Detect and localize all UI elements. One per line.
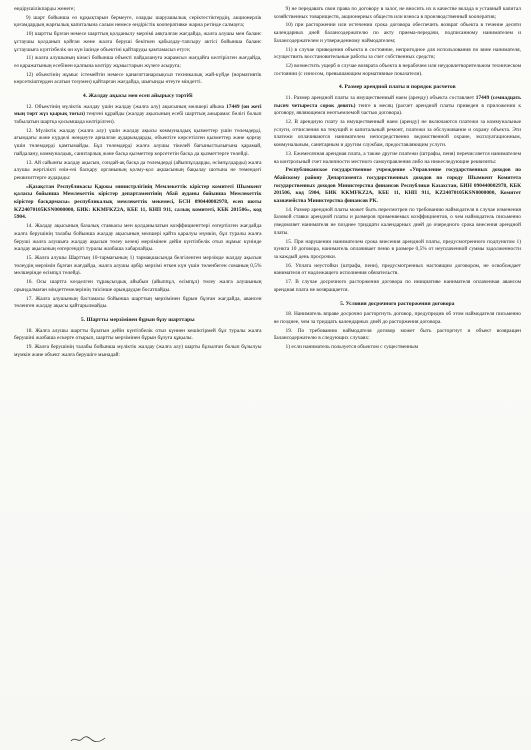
two-column-layout bbox=[14, 6, 521, 750]
right-clause-19: 19. По требованию наймодателя договор может быть расторгнут и объект возвращен балансодержателю в следующих случаях: bbox=[273, 327, 521, 342]
left-clause-19: 19. Жалға берушінің талабы бойынша мүліктік жалдау (жалға алу) шарты бұзылған болып бұзылуы мүмкін және объект жалға берушіге мынадай: bbox=[14, 343, 262, 358]
left-clause-12-text-b: теңгені құрайды (жалдау ақысының есебі шарттың ажырамас бөлігі болып табылатын шартқа қосымшада келтірілген). bbox=[14, 111, 262, 126]
right-section-4-title: 4. Размер арендной платы и порядок расчетов bbox=[338, 84, 456, 91]
left-clause-12-exclusions: 12. Мүліктік жалдау (жалға алу) үшін жалдау ақысы коммуналдық қызметтер үшін төлемдерді, ағымдағы және күрделі жөндеуге арналған аударымдарды, объектіге көрсетілген қызметтер және қорғау үшін төлемдерді қамтымайды. Бұл төлемдерді жалға алушы тікелей бағыныстылығына қарамай, пайдалану, коммуналдық, санитарлық және басқа қызметтер көрсететін басқа да қызметтерге төлейді. bbox=[14, 127, 262, 157]
right-clause-12: 12. В арендную плату за имущественный наем (аренду) не включаются платежи за коммунальные услуги, отчисления на текущий и капитальный ремонт, платежи за обслуживание и охрану объекта. Эти платежи оплачиваются нанимателем непосредственно ведомственной охране, эксплуатационным, коммунальным, санитарным и другим службам, предоставляющим услуги. bbox=[273, 119, 521, 149]
left-section-5-title: 5. Шартты мерзімінен бұрын бұзу шарттары bbox=[80, 316, 195, 323]
left-clause-16: 16. Осы шартта көзделген тұрақсыздық айыбын (айыппұл, өсімпұл) төлеу жалға алушының орындалмаған міндеттемелерінің тиісінше орындаудан босатпайды. bbox=[14, 279, 262, 293]
right-rent-amount: 17449 (семнадцать тысяч четыреста сорок девять) bbox=[273, 94, 521, 109]
right-clause-19-1: 1) если наниматель пользуется объектом с существенным bbox=[285, 343, 418, 350]
left-item-10: 10) шартты бұзған немесе шарттың қолданылу мерзімі аяқталған жағдайда, жалға алушы мен баланс ұстаушы қолданып қойған жөне жалға беруші бекіткен қабылдау-тапсыру актісі бойынша баланс ұстаушыға күнтізбелік он күн ішінде объектіні қайтаруды қамтамасыз етуге; bbox=[14, 31, 262, 53]
left-clause-17: 17. Жалға алушының бастамасы бойынша шарттың мерзімінен бұрын бұзған жағдайда, авансен төленген жалдау ақысы қайтарылмайды. bbox=[14, 295, 262, 310]
right-clause-18: 18. Наниматель вправе досрочно расторгнуть договор, предупредив об этом наймодателя письменно не позднее, чем за тридцать календарных дней до расторжения договора. bbox=[273, 311, 521, 325]
left-item-11: 11) жалға алушының кінәсі бойынша объекті пайдалануға жарамсыз жағдайға келтірілген жағдайда, өз қаражатының есебінен қалпына келтіру жұмыстарын жүзеге асыруға; bbox=[14, 55, 262, 69]
left-intro-line-1: өндірушілікпарды жөнеге; bbox=[14, 6, 75, 12]
right-clause-14: 14. Размер арендной платы может быть пересмотрен по требованию наймодателя в случае изменения базовой ставки арендной платы и размеров применяемых коэффициентов, о чем наймодатель письменно уведомляет нанимателя не позднее тридцати календарных дней до очередного срока внесения арендной платы. bbox=[273, 206, 521, 236]
left-item-12: 12) объектінің жұмыс істемейтін немесе қанағаттанарлықсыз техникалық жай-күйде (нормативтік көрсеткіштерден асатын тозумен) қайтарған жағдайда, шығынды өтеуге міндетті. bbox=[14, 71, 262, 86]
signature-mark bbox=[70, 734, 106, 744]
left-payment-requisites: «Қазақстан Республикасы Қаржы министрлігінің Мемлекеттік кірістер комитеті Шымкент қаласы бойынша Мемлекеттік кірістер департаментінің Абай ауданы бойынша Мемлекеттік кірістер басқармасы» республикалық мемлекеттік мекемесі, БСН 090440002978, есеп шоты KZ24070105KSN0000000, БИК: KKMFKZ2A, КБЕ 11, КНП 911, салық комитеті, КБК 201506», код 5904. bbox=[14, 183, 262, 221]
right-item-11: 11) в случае приведения объекта в состояние, непригодное для использования по вине нанимателя, осуществить восстановительные работы за счет собственных средств; bbox=[273, 46, 521, 61]
left-rent-amount: 17449 (он жеті мың төрт жүз қырық тоғыз) bbox=[14, 103, 262, 118]
right-clause-11-rent bbox=[274, 95, 522, 118]
left-clause-15: 15. Жалға алушы Шарттың 10-тармағының 1) тармақшасында белгіленген мерзімде жалдау ақысын төлеудің мерзімін бұзған жағдайда, жалға алушы әрбір мерзімі өткен күн үшін төленбеген соманың 0,5% мөлшерінде өсімпұл төлейді. bbox=[14, 254, 262, 277]
right-clause-13: 13. Ежемесячная арендная плата, а также другие платежи (штрафы, пеня) перечисляется нанимателем на контрольный счет наличности местного самоуправления либо на нижеследующие реквизиты: bbox=[273, 150, 521, 165]
left-clause-14: 14. Жалдау ақысының базалық ставкасы мен қолданылатын коэффициенттері өзгертілген жағдайда жалға берушінің талабы бойынша жалдау ақысының мөлшері қайта қаралуы мүмкін, бұл туралы жалға беруші жалға алушыға жалдау ақысын төлеу кезеңі мерзімінен дейін күнтізбелік отыз жұмыс күнінде жалдау ақысының өзгергендігі туралы жазбаша хабарлайды. bbox=[14, 223, 262, 253]
right-item-9: 9) не передавать свои права по договору в залог, не вносить их в качестве вклада в уставный капитал хозяйственных товариществ, акционерных обществ или взноса в производственный кооператив; bbox=[273, 6, 521, 20]
right-clause-11-text-a: 11. Размер арендной платы за имущественный наем (аренду) объекта составляет bbox=[285, 94, 476, 101]
left-column-kazakh bbox=[14, 6, 262, 750]
right-column-russian bbox=[274, 6, 522, 750]
left-clause-13: 13. Ай сайынғы жалдау ақысын, сондай-ақ басқа да төлемдерді (айыппұлдарды, өсімпұлдарды) жалға алушы жергілікті өзін-өзі басқару органының қолму-қол ақшасының бақылау шотына не төмендегі реквизиттерге аударады: bbox=[14, 159, 262, 181]
right-item-12: 12) возместить ущерб в случае возврата объекта в нерабочем или неудовлетворительном техническом состоянии (с износом, превышающим нормативные показатели). bbox=[273, 62, 521, 77]
left-clause-18: 18. Жалға алушы шартты бұзатын дейін күнтізбелік отыз күннен кешіктірмей бұл туралы жалға берушіні жазбаша ескерте отырып, шартты мерзімінен бұрын бұзуға құқылы. bbox=[14, 327, 262, 342]
left-clause-12-text-a: 12. Объектінің мүліктік жалдау үшін жалдау (жалға алу) ақысының мөлшері айына bbox=[26, 103, 227, 110]
left-clause-12-rent bbox=[14, 104, 262, 127]
left-item-9: 9) шарт бойынша өз құқықтарын бермеуге, оларды шаруашылық серіктестіктердің, акционерлік қоғамдардың жарғылық капиталына салым немесе өндірістік кооперативке жарна ретінде салмауға; bbox=[14, 14, 262, 29]
right-clause-15: 15. При нарушении нанимателем срока внесения арендной платы, предусмотренного подпунктом 1) пункта 10 договора, наниматель оплачивает пеню в размере 0,5% от неуплаченной суммы задолженности за каждый день просрочки. bbox=[273, 238, 521, 260]
right-section-5-title: 5. Условия досрочного расторжения договора bbox=[340, 300, 455, 307]
right-clause-16: 16. Уплата неустойки (штрафа, пени), предусмотренных настоящим договором, не освобождает нанимателя от надлежащего исполнения обязательств. bbox=[273, 262, 521, 277]
right-clause-11-text-b: тенге в месяц (расчет арендной платы приведен в приложении к договору, являющемся неотъемлемой частью договора). bbox=[273, 102, 521, 117]
left-section-4-title: 4. Жалдау ақысы мен есеп айырысу тәртібі bbox=[82, 93, 193, 100]
right-clause-17: 17. В случае досрочного расторжения договора по инициативе нанимателя оплаченная авансом арендная плата не возвращается. bbox=[273, 279, 521, 293]
right-item-10: 10) при расторжении или истечении срока договора обеспечить возврат объекта в течение десяти календарных дней балансодержателю по акту приема-передачи, подписанному нанимателем и балансодержателем и утвержденному наймодателем; bbox=[273, 22, 521, 44]
right-payment-requisites: Республиканское государственное учреждение «Управление государственных доходов по Абайскому району Департамента государственных доходов по городу Шымкент Комитета государственных доходов Министерства финансов Республики Казахстан, БИН 090440002978, КБК 201506, код 5904, БИК KKMFKZ2A, КБЕ 11, КНП 911, KZ24070105KSN0000000, Комитет казначейства Министерства финансов РК. bbox=[273, 167, 521, 205]
